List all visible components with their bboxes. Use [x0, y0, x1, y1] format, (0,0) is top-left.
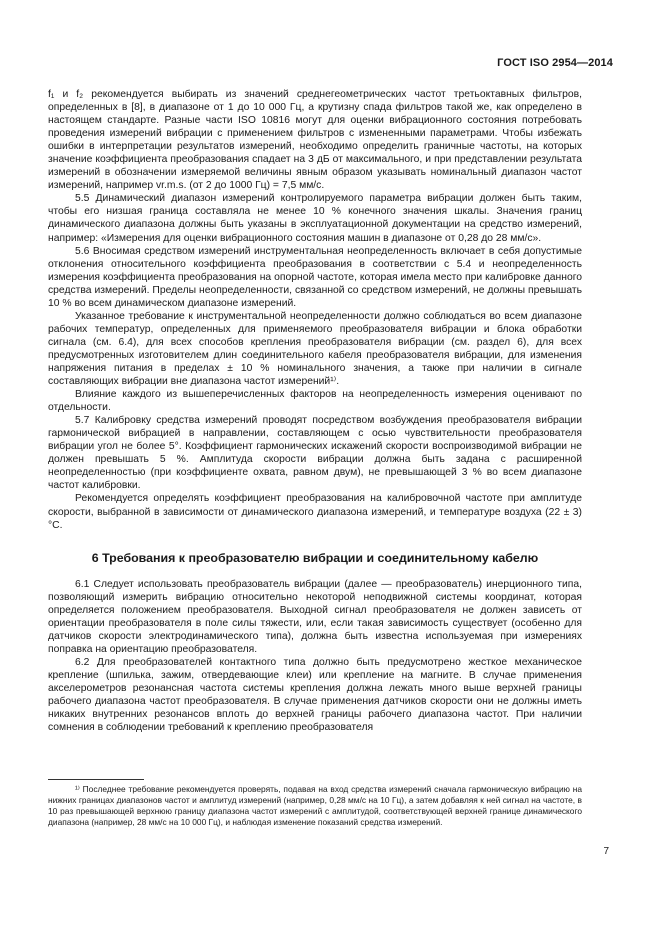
main-text	[48, 88, 582, 734]
document-id-header: ГОСТ ISO 2954—2014	[497, 57, 613, 69]
paragraph-frequency-limits: f₁ и f₂ рекомендуется выбирать из значений среднегеометрических частот третьоктавных фильтров, определенных в [8], в диапазоне от 1 до 10 000 Гц, а крутизну спада фильтров такой же, как определено в настоящем стандарте. Разные части ISO 10816 могут для оценки вибрационного состояния потребовать проведения измерений вибрации с применением фильтров с измененными параметрами. Чтобы избежать ошибки в интерпретации результатов измерений, необходимо определить граничные частоты, на которых значение коэффициента преобразования спадает на 3 дБ от максимального, и при представлении результата измерений в обозначении измеряемой величины явным образом указывать номинальный диапазон частот измерений, например vr.m.s. (от 2 до 1000 Гц) = 7,5 мм/с.	[48, 89, 582, 192]
paragraph-factors-influence: Влияние каждого из вышеперечисленных факторов на неопределенность измерения оценивают по отдельности.	[48, 389, 582, 414]
paragraph-5-7: 5.7 Калибровку средства измерений проводят посредством возбуждения преобразователя вибрации гармонической вибрацией в направлении, составляющем с осью чувствительности преобразователя вибрации угол не более 5°. Коэффициент гармонических искажений скорости воспроизводимой вибрации не должен превышать 5 %. Амплитуда скорости вибрации должна быть задана с расширенной неопределенностью (при коэффициенте охвата, равном двум), не превышающей 3 % во всем диапазоне частот калибровки.	[48, 415, 582, 492]
paragraph-6-1: 6.1 Следует использовать преобразователь вибрации (далее — преобразователь) инерционного типа, позволяющий измерить вибрацию относительно некоторой неподвижной системы координат, которая определяется положением преобразователя. Выходной сигнал преобразователя не должен зависеть от ориентации преобразователя в поле силы тяжести, или, если такая зависимость существует (особенно для датчиков скорости электродинамического типа), должна быть известна используемая при измерениях поправка на ориентацию преобразователя.	[48, 578, 582, 655]
paragraph-6-2: 6.2 Для преобразователей контактного типа должно быть предусмотрено жесткое механическое крепление (шпилька, зажим, отвердевающие клеи) или крепление на магните. В случае применения акселерометров резонансная частота системы крепления должна лежать много выше верхней границы рабочего диапазона частот преобразователя. В случае применения датчиков скорости они не должны иметь никаких внутренних резонансов вплоть до верхней границы рабочего диапазона частот. При наличии сомнения в соблюдении требований к креплению преобразователя	[48, 656, 582, 734]
paragraph-5-6: 5.6 Вносимая средством измерений инструментальная неопределенность включает в себя допустимые отклонения относительного коэффициента преобразования в соответствии с 5.4 и неопределенность измерения коэффициента преобразования на опорной частоте, которая имела место при калибровке данного средства измерений. Пределы неопределенности, связанной со средством измерений, не должны превышать 10 % во всем динамическом диапазоне измерений.	[48, 245, 582, 309]
paragraph-calibration-recommendation: Рекомендуется определять коэффициент преобразования на калибровочной частоте при амплитуде скорости, выбранной в зависимости от динамического диапазона измерений, и температуре воздуха (22 ± 3) °С.	[48, 493, 582, 531]
page-number: 7	[603, 846, 609, 857]
paragraph-5-5: 5.5 Динамический диапазон измерений контролируемого параметра вибрации должен быть таким, чтобы его низшая граница составляла не менее 10 % конечного значения шкалы. Значения границ динамического диапазона должны быть указаны в эксплуатационной документации на средство измерений, например: «Измерения для оценки вибрационного состояния машин в диапазоне от 0,28 до 28 мм/с».	[48, 193, 582, 244]
paragraph-uncertainty-requirement: Указанное требование к инструментальной неопределенности должно соблюдаться во всем диапазоне рабочих температур, определенных для применяемого преобразователя вибрации и блока обработки сигнала (см. 6.4), для всех способов крепления преобразователя вибрации (см. раздел 6), для всех предусмотренных изготовителем длин соединительного кабеля преобразователя вибрации, для изменения напряжения питания в пределах ± 10 % номинального значения, а также при наличии в сигнале составляющих вибрации вне диапазона частот измерений¹⁾.	[48, 310, 582, 388]
section-6-title: 6 Требования к преобразователю вибрации и соединительному кабелю	[91, 550, 539, 565]
footnote-divider	[48, 779, 144, 780]
footnote: ¹⁾ Последнее требование рекомендуется проверять, подавая на вход средства измерений сначала гармоническую вибрацию на нижних границах диапазонов частот и амплитуд измерений (например, 0,28 мм/с на 10 Гц), а затем добавляя к ней сигнал на частоте, в 10 раз превышающей верхнюю границу диапазона частот измерений с амплитудой, соответствующей верхней границе динамического диапазона (например, 28 мм/с на 10 000 Гц), и наблюдая изменение показаний средства измерений.	[48, 784, 582, 828]
